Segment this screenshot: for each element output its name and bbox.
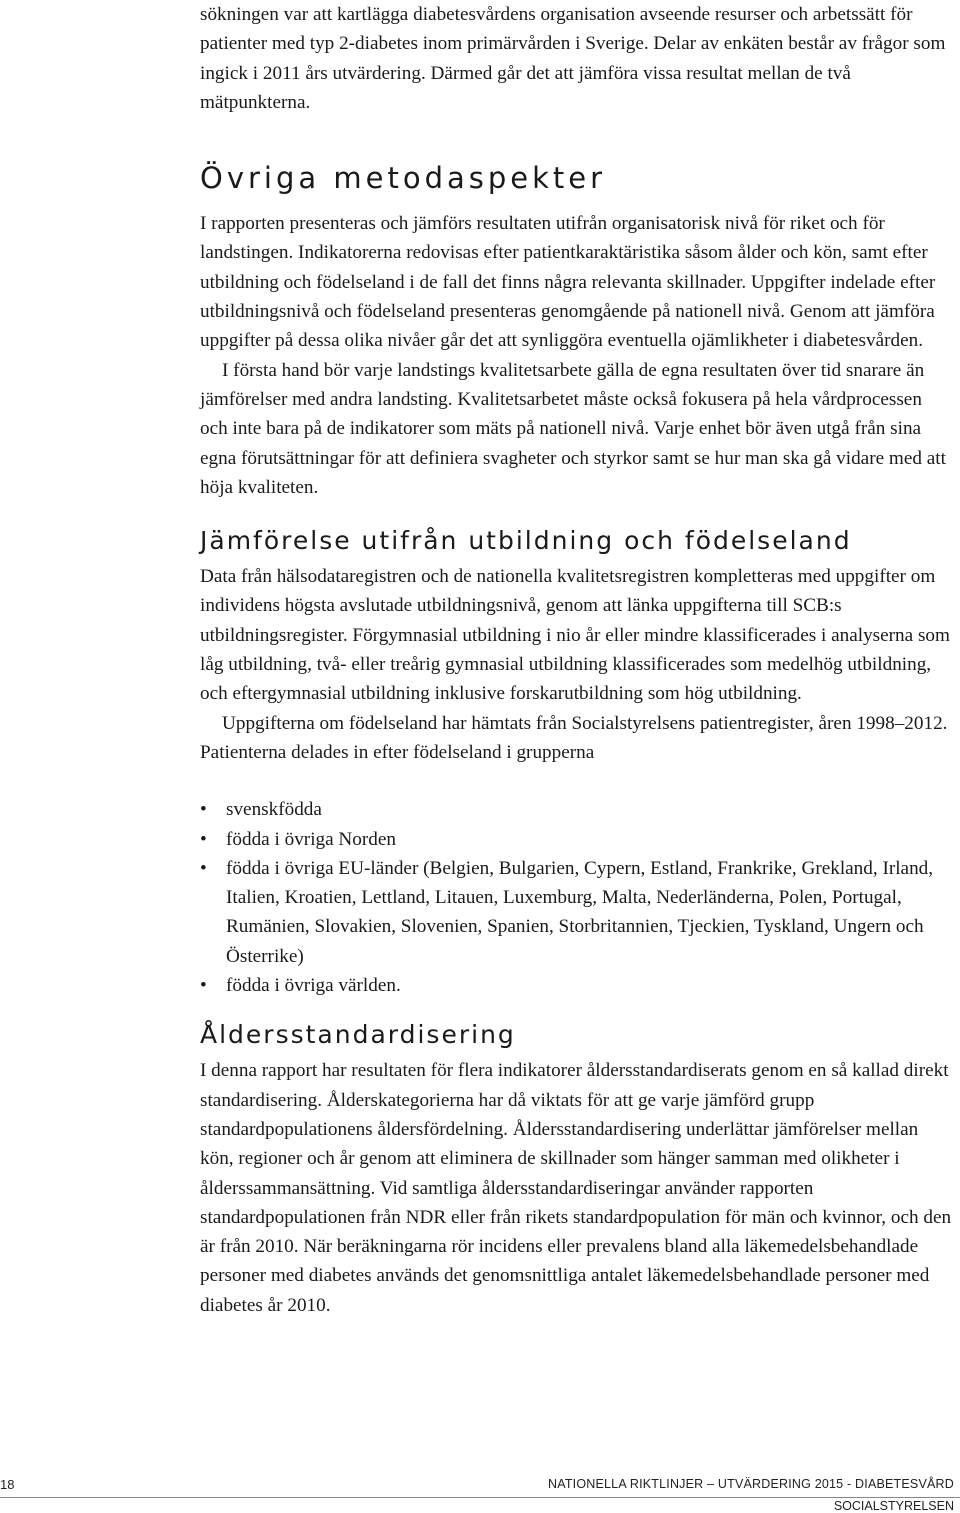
section-heading-jamforelse: Jämförelse utifrån utbildning och födelseland bbox=[200, 526, 852, 556]
paragraph-alder-1: I denna rapport har resultaten för flera indikatorer åldersstandardiserats genom en så kallad direkt standardisering. Ålderskategorierna har då viktats för att ge varje jämförd grupp standardpopulationens åldersfördelning. Åldersstandardisering underlättar jämförelser mellan kön, regioner och år genom att eliminera de skillnader som hänger samman med olikheter i ålderssammansättning. Vid samtliga åldersstandardiseringar använder rapporten standardpopulationen från NDR eller från rikets standardpopulation för män och kvinnor, och den är från 2010. När beräkningarna rör incidens eller prevalens bland alla läkemedelsbehandlade personer med diabetes används det genomsnittliga antalet läkemedelsbehandlade personer med diabetes år 2010. bbox=[200, 1060, 952, 1316]
list-item: • födda i övriga EU-länder (Belgien, Bulgarien, Cypern, Estland, Frankrike, Grekland, Irland, Italien, Kroatien, Lettland, Litauen, Luxemburg, Malta, Nederländerna, Polen, Portugal, Rumänien, Slovakien, Slovenien, Spanien, Storbritannien, Tjeckien, Tyskland, Ungern och Österrike) bbox=[200, 854, 952, 971]
list-item: • svenskfödda bbox=[200, 795, 952, 824]
list-item: • födda i övriga Norden bbox=[200, 825, 952, 854]
paragraph-metod-1: I rapporten presenteras och jämförs resultaten utifrån organisatorisk nivå för riket och för landstingen. Indikatorerna redovisas efter patientkaraktäristika såsom ålder och kön, samt efter utbildning och födelseland i de fall det finns några relevanta skillnader. Uppgifter indelade efter utbildningsnivå och födelseland presenteras genomgående på nationell nivå. Genom att jämföra uppgifter på dessa olika nivåer går det att synliggöra eventuella ojämlikheter i diabetesvården. bbox=[200, 213, 936, 352]
paragraph-metod-2: I första hand bör varje landstings kvalitetsarbete gälla de egna resultaten över tid snarare än jämförelser med andra landsting. Kvalitetsarbetet måste också fokusera på hela vårdprocessen och inte bara på de indikatorer som mäts på nationell nivå. Varje enhet bör även utgå från sina egna förutsättningar för att definiera svagheter och styrkor samt se hur man ska gå vidare med att höja kvaliteten. bbox=[200, 359, 946, 498]
page-number: 18 bbox=[0, 1477, 15, 1492]
footer-title: NATIONELLA RIKTLINJER – UTVÄRDERING 2015 - DIABETESVÅRD bbox=[547, 1477, 954, 1491]
section-heading-ovriga-metodaspekter: Övriga metodaspekter bbox=[200, 161, 607, 196]
section-heading-aldersstandardisering: Åldersstandardisering bbox=[200, 1020, 516, 1050]
footer-organization: SOCIALSTYRELSEN bbox=[833, 1499, 954, 1513]
document-body bbox=[200, 0, 952, 1320]
paragraph-jamforelse-1: Data från hälsodataregistren och de nationella kvalitetsregistren kompletteras med uppgifter om individens högsta avslutade utbildningsnivå, genom att länka uppgifterna till SCB:s utbildningsregister. Förgymnasial utbildning i nio år eller mindre klassificerades i analyserna som låg utbildning, två- eller treårig gymnasial utbildning klassificerades som medelhög utbildning, och eftergymnasial utbildning inklusive forskarutbildning som hög utbildning. bbox=[200, 566, 950, 705]
bullet-icon: • bbox=[200, 975, 207, 997]
bullet-icon: • bbox=[200, 828, 207, 850]
intro-paragraph: sökningen var att kartlägga diabetesvårdens organisation avseende resurser och arbetssätt för patienter med typ 2-diabetes inom primärvården i Sverige. Delar av enkäten består av frågor som ingick i 2011 års utvärdering. Därmed går det att jämföra vissa resultat mellan de två mätpunkterna. bbox=[200, 4, 946, 113]
birth-country-list bbox=[200, 795, 952, 1000]
bullet-icon: • bbox=[200, 857, 207, 879]
paragraph-jamforelse-2: Uppgifterna om födelseland har hämtats från Socialstyrelsens patientregister, åren 1998–2012. Patienterna delades in efter födelseland i grupperna bbox=[200, 712, 948, 763]
footer-divider bbox=[0, 1497, 960, 1498]
list-item: • födda i övriga världen. bbox=[200, 971, 952, 1000]
bullet-icon: • bbox=[200, 799, 207, 821]
